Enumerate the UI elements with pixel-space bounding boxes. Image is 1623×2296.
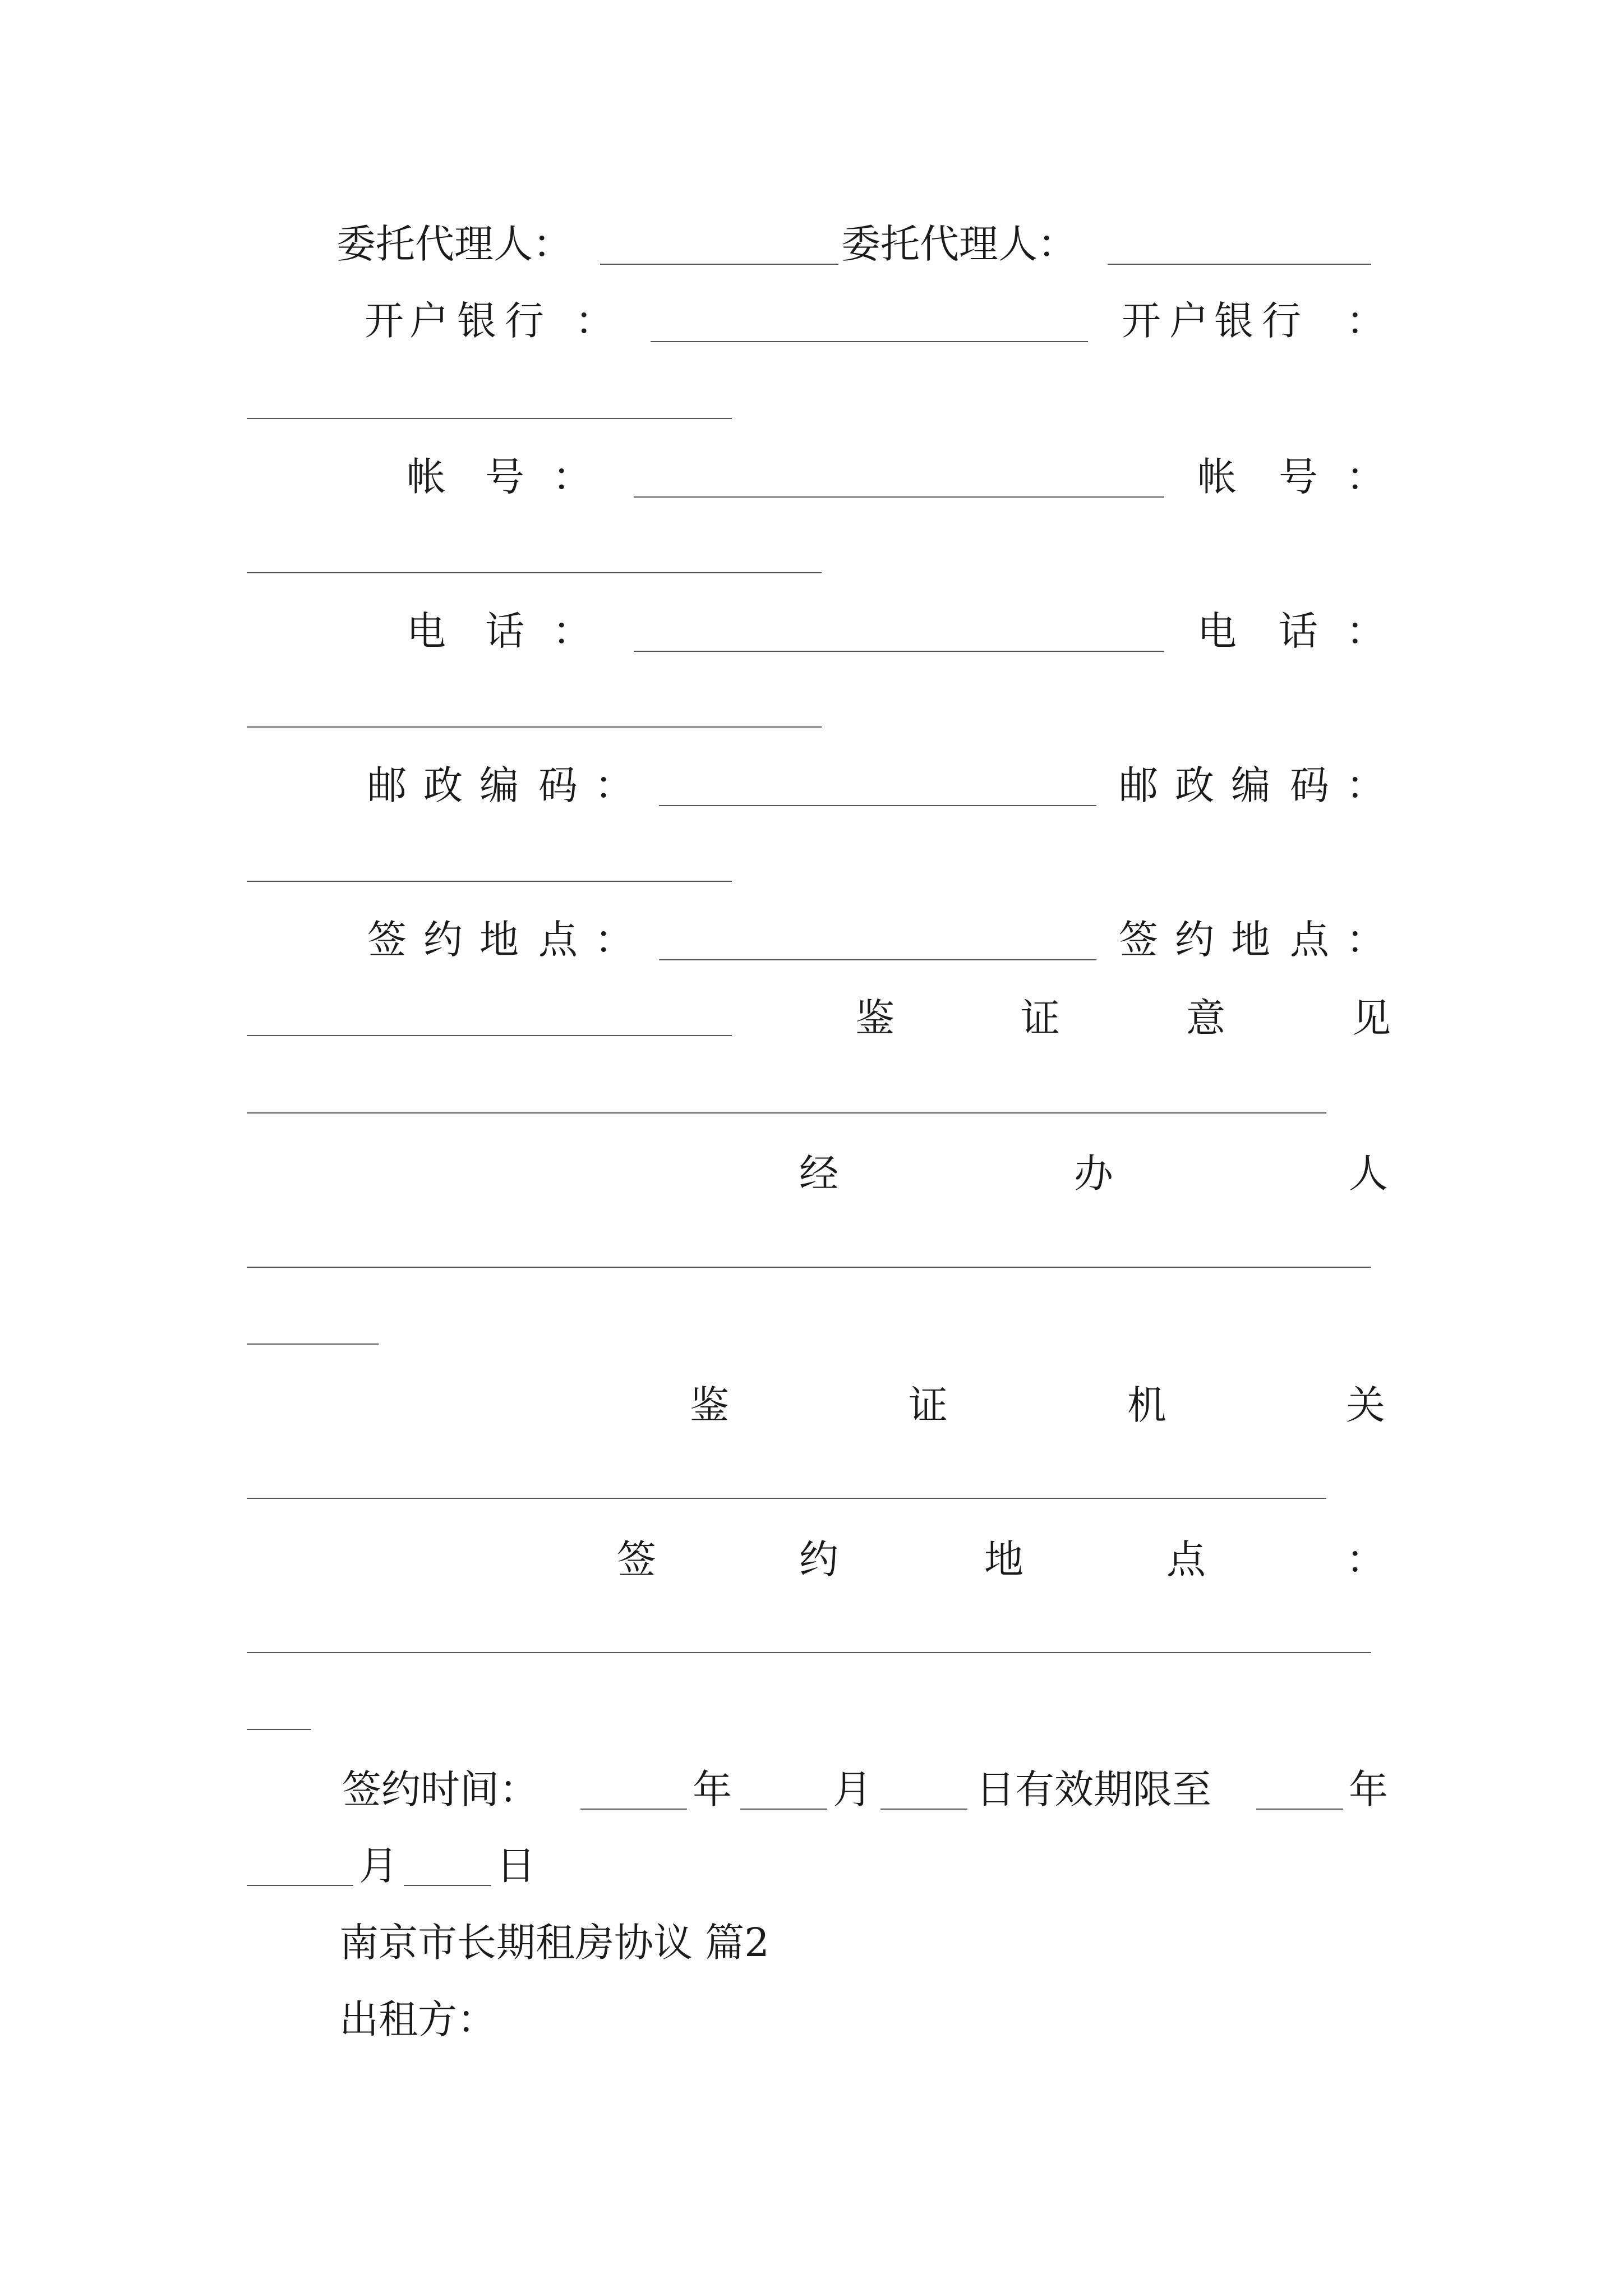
- sign-place2-label: 点: [1166, 1536, 1206, 1582]
- bank-label-right: 开: [1122, 298, 1161, 344]
- phone-label-left: 电: [407, 608, 446, 654]
- verify-opinion-blank[interactable]: [247, 1112, 1326, 1114]
- bank-label-left: 银: [457, 298, 496, 344]
- delegate-label-left: 委托代理人：: [336, 221, 572, 267]
- verify-opinion-label: 意: [1186, 995, 1225, 1041]
- postcode-label-left: 邮: [367, 762, 407, 808]
- sign-date-month: 月: [833, 1766, 872, 1812]
- phone-label-left: 话: [485, 608, 524, 654]
- sign-place2-blank-cont[interactable]: [247, 1729, 311, 1730]
- phone-label-right: ：: [1346, 608, 1385, 654]
- postcode-label-left: 码: [538, 762, 578, 808]
- bank-label-right: ：: [1346, 298, 1385, 344]
- verify-org-label: 关: [1346, 1382, 1385, 1428]
- postcode-label-right: 政: [1175, 762, 1214, 808]
- valid-month-blank[interactable]: [247, 1885, 353, 1886]
- phone-blank-left[interactable]: [634, 651, 1164, 652]
- postcode-label-left: 编: [479, 762, 519, 808]
- postcode-label-right: ：: [1346, 762, 1385, 808]
- sign-date-day-blank[interactable]: [880, 1809, 967, 1810]
- bank-blank-left[interactable]: [651, 341, 1088, 342]
- delegate-label-right: 委托代理人：: [841, 221, 1077, 267]
- sign-place-label-right: ：: [1346, 917, 1385, 963]
- bank-label-left: 开: [365, 298, 404, 344]
- handler-label: 人: [1349, 1151, 1388, 1197]
- postcode-label-left: ：: [594, 762, 634, 808]
- sign-place-blank-left[interactable]: [659, 959, 1096, 960]
- delegate-blank-left[interactable]: [600, 264, 838, 265]
- valid-day-blank[interactable]: [404, 1885, 491, 1886]
- sign-place-label-left: 约: [423, 917, 463, 963]
- sign-place2-label: 签: [617, 1536, 656, 1582]
- verify-org-label: 证: [909, 1382, 948, 1428]
- handler-label: 办: [1074, 1151, 1113, 1197]
- valid-day: 日: [496, 1843, 536, 1889]
- account-label-left: 号: [485, 454, 524, 500]
- postcode-label-right: 码: [1290, 762, 1329, 808]
- valid-until-label: 日有效期限至: [976, 1766, 1211, 1812]
- handler-blank-cont[interactable]: [247, 1343, 379, 1345]
- verify-opinion-label: 鉴: [855, 995, 895, 1041]
- account-label-right: 号: [1279, 454, 1318, 500]
- verify-org-label: 鉴: [690, 1382, 729, 1428]
- bank-label-right: 户: [1169, 298, 1209, 344]
- lessor-label: 出租方：: [339, 1996, 496, 2042]
- sign-place2-blank[interactable]: [247, 1652, 1371, 1653]
- sign-place-label-right: 点: [1290, 917, 1329, 963]
- bank-label-right: 银: [1214, 298, 1253, 344]
- account-blank-right[interactable]: [247, 572, 822, 573]
- valid-year-blank[interactable]: [1256, 1809, 1343, 1810]
- bank-blank-right[interactable]: [247, 418, 732, 419]
- postcode-blank-right[interactable]: [247, 881, 732, 882]
- sign-place-label-left: 地: [479, 917, 519, 963]
- postcode-label-right: 编: [1231, 762, 1270, 808]
- sign-date-month-blank[interactable]: [740, 1809, 827, 1810]
- account-label-right: 帐: [1197, 454, 1237, 500]
- sign-date-label: 签约时间：: [342, 1766, 538, 1812]
- verify-opinion-label: 证: [1021, 995, 1060, 1041]
- bank-label-left: 户: [409, 298, 449, 344]
- sign-place-blank-right[interactable]: [247, 1035, 732, 1036]
- phone-blank-right[interactable]: [247, 726, 822, 728]
- valid-year: 年: [1349, 1766, 1388, 1812]
- bank-label-right: 行: [1262, 298, 1301, 344]
- handler-blank[interactable]: [247, 1267, 1371, 1268]
- delegate-blank-right[interactable]: [1108, 264, 1371, 265]
- sign-date-year: 年: [693, 1766, 732, 1812]
- valid-month: 月: [359, 1843, 398, 1889]
- phone-label-right: 电: [1197, 608, 1237, 654]
- postcode-blank-left[interactable]: [659, 805, 1096, 806]
- sign-place-label-right: 约: [1175, 917, 1214, 963]
- sign-place-label-right: 地: [1231, 917, 1270, 963]
- sign-place-label-right: 签: [1119, 917, 1158, 963]
- account-blank-left[interactable]: [634, 496, 1164, 498]
- sign-place2-label: ：: [1346, 1536, 1385, 1582]
- section-title: 南京市长期租房协议 篇2: [339, 1920, 769, 1966]
- bank-label-left: 行: [505, 298, 544, 344]
- sign-place-label-left: 签: [367, 917, 407, 963]
- sign-date-year-blank[interactable]: [580, 1809, 687, 1810]
- account-label-left: 帐: [407, 454, 446, 500]
- verify-org-blank[interactable]: [247, 1498, 1326, 1499]
- sign-place2-label: 地: [984, 1536, 1023, 1582]
- phone-label-right: 话: [1279, 608, 1318, 654]
- sign-place-label-left: 点: [538, 917, 578, 963]
- postcode-label-left: 政: [423, 762, 463, 808]
- sign-place-label-left: ：: [594, 917, 634, 963]
- verify-org-label: 机: [1127, 1382, 1166, 1428]
- account-label-left: ：: [552, 454, 592, 500]
- sign-place2-label: 约: [799, 1536, 838, 1582]
- account-label-right: ：: [1346, 454, 1385, 500]
- postcode-label-right: 邮: [1119, 762, 1158, 808]
- handler-label: 经: [799, 1151, 838, 1197]
- verify-opinion-label: 见: [1352, 995, 1391, 1041]
- bank-label-left: ：: [575, 298, 614, 344]
- phone-label-left: ：: [552, 608, 592, 654]
